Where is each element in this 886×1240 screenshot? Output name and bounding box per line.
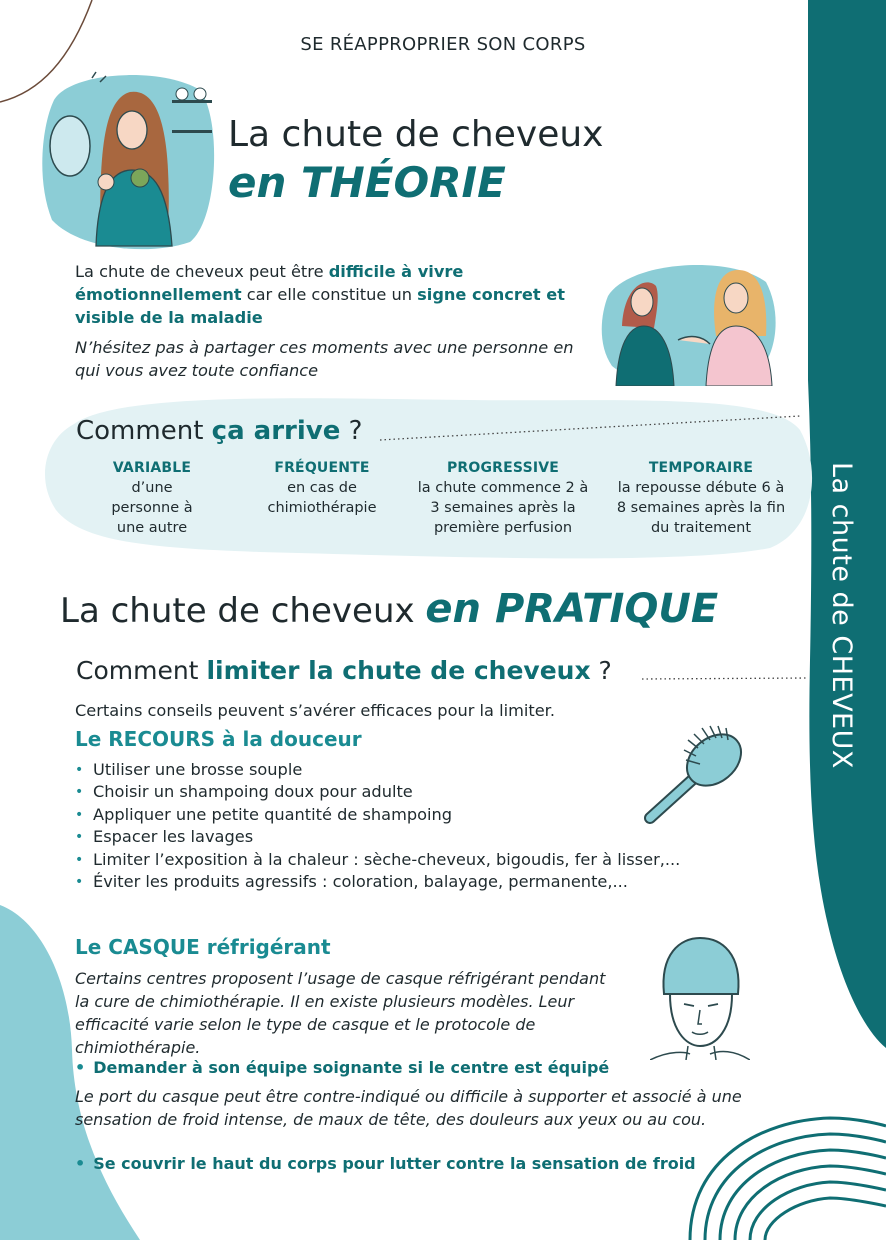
woman-hair-loss-illustration (40, 70, 220, 250)
cooling-cap-face-icon (650, 934, 750, 1060)
side-title: La chute de CHEVEUX (826, 462, 857, 769)
casque-bullet-1: • Demander à son équipe soignante si le centre est équipé (75, 1058, 610, 1077)
casque-bullet-2: • Se couvrir le haut du corps pour lutter contre la sensation de froid (75, 1154, 696, 1173)
list-item: • Éviter les produits agressifs : coloration, balayage, permanente,... (75, 871, 775, 893)
casque-body-2: Le port du casque peut être contre-indiqué ou difficile à supporter et associé à une sensation de froid intense, de maux de tête, des douleurs aux yeux ou au cou. (75, 1087, 742, 1129)
list-item: • Choisir un shampoing doux pour adulte (75, 781, 775, 803)
two-women-talking-illustration (598, 256, 778, 386)
kicker-text: SE RÉAPPROPRIER SON CORPS (300, 34, 586, 55)
theory-title-line1: La chute de cheveux (228, 114, 604, 155)
bottom-right-arcs (690, 1118, 886, 1240)
theory-title-line2: en THÉORIE (228, 158, 506, 207)
practice-title: La chute de cheveux en PRATIQUE (60, 586, 719, 632)
how-title: Comment ça arrive ? (76, 416, 363, 446)
how-column-temporaire: TEMPORAIRE la repousse débute 6 à 8 semaines après la fin du traitement (616, 460, 786, 536)
leader-dots-2 (642, 678, 808, 679)
how-column-variable: VARIABLE d’une personne à une autre (111, 460, 193, 536)
highlight-sign: signe concret et visible de la maladie (75, 285, 565, 327)
how-column-progressive: PROGRESSIVE la chute commence 2 à 3 semaines après la première perfusion (417, 460, 589, 536)
casque-title: Le CASQUE réfrigérant (75, 935, 331, 959)
douceur-title: Le RECOURS à la douceur (75, 727, 362, 751)
theory-intro-italic: N’hésitez pas à partager ces moments avec une personne en qui vous avez toute confiance (75, 338, 574, 380)
highlight-emotion: difficile à vivre émotionnellement (75, 262, 464, 304)
list-item: • Espacer les lavages (75, 826, 775, 848)
casque-body: Certains centres proposent l’usage de casque réfrigérant pendant la cure de chimiothérapie. Il en existe plusieurs modèles. Leur efficacité varie selon le type de casque et le protocole de chimiothérapie. (75, 969, 606, 1057)
list-item: • Utiliser une brosse souple (75, 759, 775, 781)
limit-title: Comment limiter la chute de cheveux ? (76, 656, 612, 685)
theory-intro: La chute de cheveux peut être difficile à vivre émotionnellement car elle constitue un signe concret et visible de la maladie (75, 262, 565, 327)
list-item: • Limiter l’exposition à la chaleur : sèche-cheveux, bigoudis, fer à lisser,... (75, 849, 775, 871)
list-item: • Appliquer une petite quantité de shampoing (75, 804, 775, 826)
how-column-frequente: FRÉQUENTE en cas de chimiothérapie (267, 460, 377, 516)
douceur-list (75, 759, 775, 893)
practice-intro: Certains conseils peuvent s’avérer efficaces pour la limiter. (75, 701, 555, 720)
